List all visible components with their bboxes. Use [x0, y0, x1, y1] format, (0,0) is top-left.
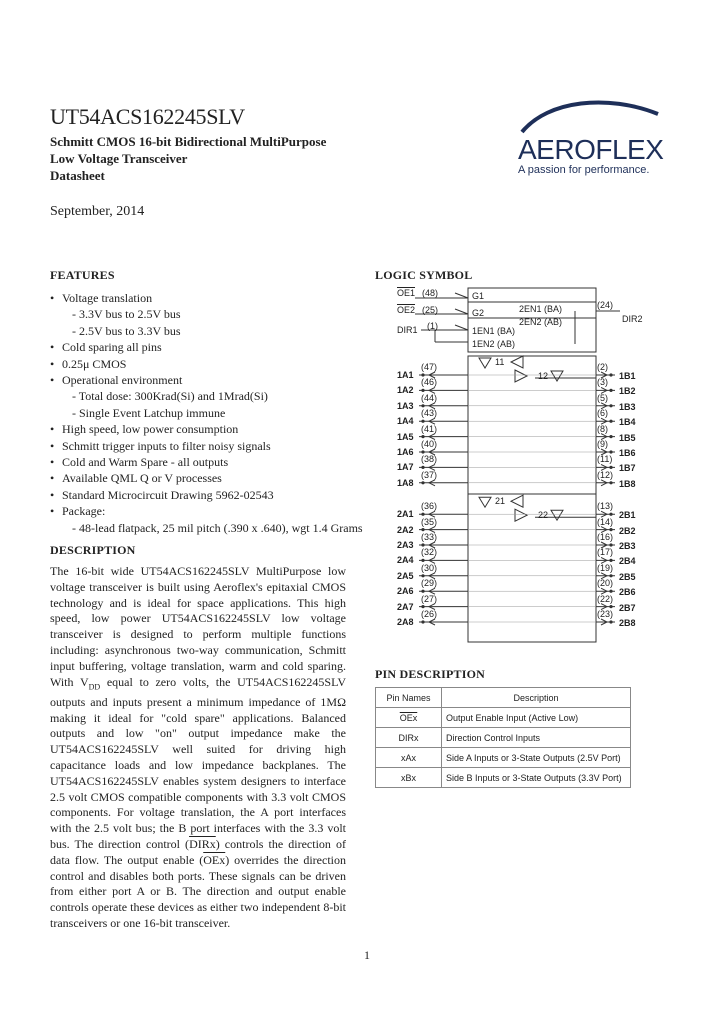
pin-dot-icon: [609, 543, 612, 546]
feature-item: • Standard Microcircuit Drawing 5962-02543: [50, 487, 370, 503]
b-pin-number: (19): [597, 562, 614, 573]
pin-names-header: Pin Names: [376, 688, 442, 708]
page-number: 1: [364, 948, 370, 962]
features-heading: FEATURES: [50, 268, 115, 282]
b-pin-name: 1B3: [619, 401, 636, 412]
aeroflex-tagline: A passion for performance.: [518, 164, 650, 176]
port-1-block: [468, 356, 596, 494]
feature-item: • Package:: [50, 503, 370, 519]
pin-dot-icon: [421, 620, 424, 623]
a-pin-number: (36): [421, 501, 438, 512]
feature-item: - Single Event Latchup immune: [72, 405, 226, 420]
b-pin-number: (2): [597, 362, 608, 372]
feature-item: • Operational environment: [50, 372, 370, 388]
a-pin-number: (26): [421, 609, 438, 619]
pin-dot-icon: [609, 590, 612, 593]
pin-dot-icon: [421, 466, 424, 469]
b-pin-name: 1B5: [619, 432, 636, 443]
a-pin-name: 2A7: [397, 601, 414, 612]
pin-dot-icon: [421, 543, 424, 546]
pin-dot-icon: [421, 590, 424, 593]
dir1-label: DIR1: [397, 325, 418, 335]
subtitle-line3: Datasheet: [50, 168, 105, 183]
b-pin-name: 2B3: [619, 541, 636, 551]
a-pin-name: 2A1: [397, 509, 414, 520]
publication-date: September, 2014: [50, 204, 145, 219]
buffer-down-icon: [551, 371, 563, 381]
pin-dot-icon: [609, 435, 612, 438]
b-pin-name: 1B1: [619, 371, 636, 381]
en1b-label: 1EN2 (AB): [472, 339, 516, 349]
pin-description-heading: PIN DESCRIPTION: [375, 667, 486, 681]
oe2-pin-number: (25): [422, 305, 439, 315]
table-row: [376, 768, 631, 788]
a-pin-name: 1A8: [397, 477, 414, 488]
a-pin-name: 2A4: [397, 555, 414, 566]
pin-dot-icon: [421, 435, 424, 438]
pin-name-cell: $\overline{OEx}$: [376, 708, 442, 728]
a-pin-number: (40): [421, 439, 438, 449]
pin-dot-icon: [609, 513, 612, 516]
g1-label: G1: [472, 291, 485, 301]
a-pin-number: (37): [421, 469, 438, 480]
pin-dot-icon: [609, 420, 612, 423]
a-pin-name: 2A8: [397, 617, 414, 627]
a-pin-number: (32): [421, 547, 438, 558]
a-pin-name: 1A6: [397, 447, 414, 457]
buffer-right-icon: [515, 370, 527, 382]
pin-dot-icon: [421, 528, 424, 531]
a-pin-name: 1A7: [397, 462, 414, 473]
buffer-left-icon: [511, 356, 523, 368]
b-pin-number: (11): [597, 454, 613, 465]
feature-item: - 3.3V bus to 2.5V bus: [72, 307, 181, 322]
pin-dot-icon: [421, 404, 424, 407]
pin-dot-icon: [421, 450, 424, 453]
feature-item: • High speed, low power consumption: [50, 421, 370, 437]
pin-name-cell: DIRx: [376, 728, 442, 748]
en1-label: 1EN1 (BA): [472, 326, 516, 336]
table-row: [376, 728, 631, 748]
b-pin-name: 2B2: [619, 525, 636, 536]
dir2-pin-number: (24): [597, 300, 614, 310]
gate-g22-label: 22: [538, 510, 549, 521]
pin-dot-icon: [421, 481, 424, 484]
pin-name-cell: xBx: [376, 768, 442, 788]
description-body: The 16-bit wide UT54ACS162245SLV MultiPurpose low voltage transceiver is built using Aeroflex's epitaxial CMOS technology and is ideal for space applications. This high speed, low power UT54ACS162245SLV low voltage transceiver is designed to perform multiple functions including: asynchronous two-way communication, Schmitt input buffering, voltage translation, warm and cold sparing. With $V_{DD}$ equal to zero volts, the UT54ACS162245SLV outputs and inputs present a minimum impedance of 1MΩ making it ideal for "cold spare" applications. Balanced outputs and low "on" output impedance make the UT54ACS162245SLV well suited for driving high capacitance loads and low impedance backplanes. The UT54ACS162245SLV enables system designers to interface 2.5 volt CMOS compatible components with 3.3 volt CMOS components. For voltage translation, the A port interfaces with the 2.5 volt bus; the B port interfaces with the 3.3 volt bus. The direction control (DIRx) controls the direction of data flow. The output enable $(\overline{OEx})$ overrides the direction control and disables both ports. These signals can be driven from either port A or B. The direction and output enable controls operate these devices as either two independent 8-bit transceivers or one 16-bit transceiver.: [50, 564, 347, 930]
a-pin-number: (47): [421, 362, 438, 372]
aeroflex-wordmark: AEROFLEX: [518, 134, 664, 165]
b-pin-number: (12): [597, 469, 614, 480]
subtitle-line2: Low Voltage Transceiver: [50, 151, 188, 166]
a-pin-name: 2A3: [397, 540, 414, 550]
a-pin-name: 1A5: [397, 431, 414, 442]
a-pin-number: (27): [421, 593, 438, 604]
pin-desc-cell: Output Enable Input (Active Low): [442, 708, 631, 728]
pin-dot-icon: [609, 574, 612, 577]
inverter-icon: [455, 293, 468, 298]
b-pin-number: (3): [597, 377, 608, 388]
pin-dot-icon: [609, 450, 612, 453]
buffer-down-icon: [479, 497, 491, 507]
b-pin-name: 1B2: [619, 386, 636, 397]
a-pin-name: 1A4: [397, 416, 414, 427]
b-pin-number: (6): [597, 408, 608, 419]
aeroflex-arc-logo-icon: [508, 96, 668, 136]
dir1-pin-number: (1): [427, 321, 438, 331]
pin-dot-icon: [421, 559, 424, 562]
a-pin-number: (33): [421, 532, 438, 542]
inverter-icon: [455, 325, 468, 330]
en2b-label: 2EN2 (AB): [519, 317, 563, 327]
b-pin-number: (8): [597, 423, 608, 434]
oe2-label: OE2: [397, 305, 416, 315]
pin-name-cell: xAx: [376, 748, 442, 768]
buffer-down-icon: [479, 358, 491, 368]
pin-dot-icon: [609, 528, 612, 531]
a-pin-number: (30): [421, 562, 438, 573]
en2-label: 2EN1 (BA): [519, 304, 563, 314]
table-row: [376, 708, 631, 728]
feature-item: • Cold sparing all pins: [50, 339, 370, 355]
inverter-icon: [455, 309, 468, 314]
description-header: Description: [442, 688, 631, 708]
a-pin-name: 2A2: [397, 524, 414, 535]
gate-g21-label: 21: [495, 496, 506, 507]
pin-dot-icon: [421, 605, 424, 608]
port-2-block: [468, 494, 596, 642]
description-heading: DESCRIPTION: [50, 543, 136, 557]
feature-item: - 48-lead flatpack, 25 mil pitch (.390 x .640), wgt 1.4 Grams: [72, 520, 363, 535]
pin-table-header-row: [376, 688, 631, 708]
pin-dot-icon: [609, 389, 612, 392]
pin-dot-icon: [609, 620, 612, 623]
b-pin-number: (23): [597, 609, 614, 619]
b-pin-name: 1B8: [619, 478, 636, 489]
a-pin-number: (29): [421, 578, 438, 589]
pin-dot-icon: [421, 420, 424, 423]
subtitle-line1: Schmitt CMOS 16-bit Bidirectional MultiPurpose: [50, 134, 327, 149]
gate-g11-label: 11: [495, 357, 505, 367]
buffer-right-icon: [515, 509, 527, 521]
g2-label: G2: [472, 308, 485, 318]
a-pin-name: 2A6: [397, 586, 414, 597]
b-pin-number: (13): [597, 501, 614, 512]
pin-dot-icon: [609, 404, 612, 407]
b-pin-name: 1B4: [619, 417, 636, 428]
pin-dot-icon: [609, 605, 612, 608]
b-pin-number: (20): [597, 578, 614, 589]
a-pin-name: 2A5: [397, 570, 414, 581]
b-pin-number: (14): [597, 516, 614, 527]
pin-dot-icon: [609, 466, 612, 469]
b-pin-name: 2B6: [619, 587, 636, 598]
a-pin-number: (44): [421, 392, 438, 403]
a-pin-number: (38): [421, 454, 438, 465]
b-pin-name: 2B4: [619, 556, 636, 567]
feature-item: • Schmitt trigger inputs to filter noisy signals: [50, 438, 370, 454]
b-pin-number: (9): [597, 439, 608, 449]
pin-dot-icon: [421, 389, 424, 392]
pin-desc-cell: Side A Inputs or 3-State Outputs (2.5V Port): [442, 748, 631, 768]
pin-dot-icon: [421, 373, 424, 376]
pin-dot-icon: [609, 481, 612, 484]
table-row: [376, 748, 631, 768]
oe1-label: OE1: [397, 288, 416, 298]
buffer-down-icon: [551, 510, 563, 520]
buffer-left-icon: [511, 495, 523, 507]
pin-dot-icon: [421, 574, 424, 577]
pin-dot-icon: [609, 559, 612, 562]
feature-item: - Total dose: 300Krad(Si) and 1Mrad(Si): [72, 389, 268, 404]
b-pin-number: (5): [597, 392, 608, 403]
a-pin-name: 1A3: [397, 400, 414, 411]
b-pin-name: 2B5: [619, 571, 636, 582]
b-pin-name: 2B8: [619, 618, 636, 628]
feature-item: • 0.25μ CMOS: [50, 356, 370, 372]
feature-item: • Cold and Warm Spare - all outputs: [50, 454, 370, 470]
b-pin-number: (16): [597, 532, 614, 542]
pin-desc-cell: Side B Inputs or 3-State Outputs (3.3V Port): [442, 768, 631, 788]
pin-dot-icon: [609, 373, 612, 376]
b-pin-name: 1B6: [619, 448, 636, 458]
b-pin-name: 2B1: [619, 510, 636, 521]
feature-item: • Voltage translation: [50, 290, 370, 306]
logic-symbol-diagram: [375, 284, 675, 664]
b-pin-name: 1B7: [619, 463, 636, 474]
b-pin-number: (22): [597, 593, 614, 604]
features-list: [50, 290, 370, 536]
a-pin-number: (43): [421, 408, 438, 419]
a-pin-number: (46): [421, 377, 438, 388]
pin-desc-cell: Direction Control Inputs: [442, 728, 631, 748]
pin-description-table: [375, 687, 631, 788]
dir2-label: DIR2: [622, 314, 643, 324]
logic-symbol-heading: LOGIC SYMBOL: [375, 268, 473, 282]
a-pin-name: 1A1: [397, 370, 414, 380]
a-pin-number: (41): [421, 423, 438, 434]
feature-item: - 2.5V bus to 3.3V bus: [72, 323, 181, 338]
oe1-pin-number: (48): [422, 288, 439, 298]
gate-g12-label: 12: [538, 371, 549, 381]
b-pin-number: (17): [597, 547, 614, 558]
a-pin-name: 1A2: [397, 385, 414, 396]
part-number-title: UT54ACS162245SLV: [50, 104, 245, 129]
b-pin-name: 2B7: [619, 602, 636, 613]
pin-dot-icon: [421, 513, 424, 516]
a-pin-number: (35): [421, 516, 438, 527]
feature-item: • Available QML Q or V processes: [50, 470, 370, 486]
